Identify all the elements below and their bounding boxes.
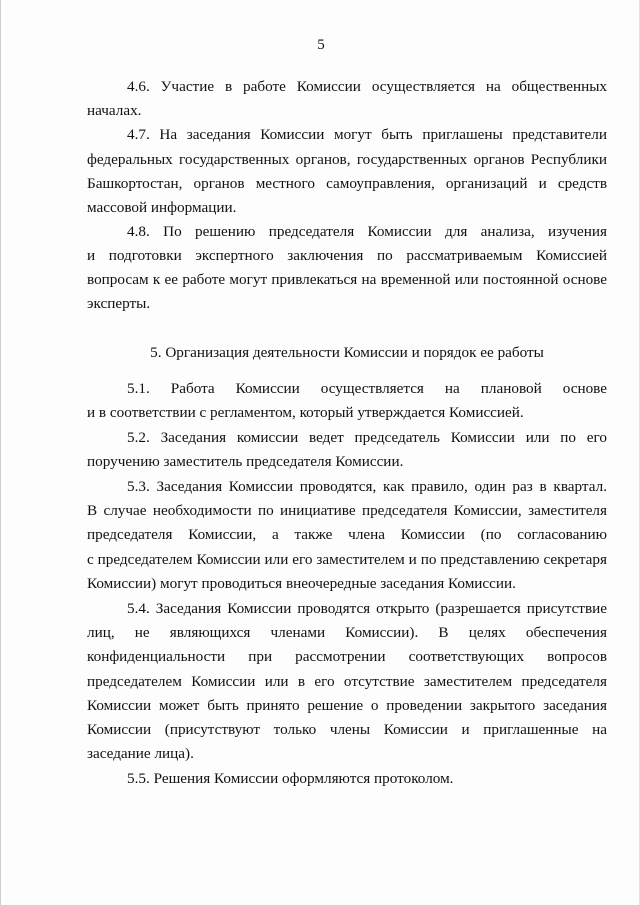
paragraph-line: председателем Комиссии или в его отсутствие заместителем председателя — [87, 673, 607, 690]
paragraph-line: конфиденциальности при рассмотрении соответствующих вопросов — [87, 648, 607, 665]
paragraph-line: председателя Комиссии, а также члена Комиссии (по согласованию — [87, 526, 607, 543]
paragraph-line: и подготовки экспертного заключения по рассматриваемым Комиссией — [87, 247, 607, 264]
paragraph-line: Комиссии может быть принято решение о проведении закрытого заседания — [87, 697, 607, 714]
paragraph-line: В случае необходимости по инициативе председателя Комиссии, заместителя — [87, 502, 607, 519]
paragraph-line: 4.6. Участие в работе Комиссии осуществляется на общественных — [127, 78, 607, 95]
paragraph-line: Башкортостан, органов местного самоуправления, организаций и средств — [87, 175, 607, 192]
paragraph-line: федеральных государственных органов, государственных органов Республики — [87, 151, 607, 168]
paragraph-line: 5.4. Заседания Комиссии проводятся открыто (разрешается присутствие — [127, 600, 607, 617]
paragraph-line: началах. — [87, 102, 142, 119]
page-number: 5 — [317, 37, 325, 53]
paragraph-line: 5.1. Работа Комиссии осуществляется на плановой основе — [127, 380, 607, 397]
paragraph-line: и в соответствии с регламентом, который утверждается Комиссией. — [87, 404, 524, 421]
paragraph-line: 4.7. На заседания Комиссии могут быть приглашены представители — [127, 126, 607, 143]
paragraph-line: массовой информации. — [87, 199, 237, 216]
paragraph-line: 5.3. Заседания Комиссии проводятся, как правило, один раз в квартал. — [127, 478, 607, 495]
paragraph-line: 4.8. По решению председателя Комиссии для анализа, изучения — [127, 223, 607, 240]
paragraph-line: с председателем Комиссии или его заместителем и по представлению секретаря — [87, 551, 607, 568]
paragraph-line: лиц, не являющихся членами Комиссии). В целях обеспечения — [87, 624, 607, 641]
paragraph-line: Комиссии (присутствуют только члены Комиссии и приглашенные на — [87, 721, 607, 738]
paragraph-line: вопросам к ее работе могут привлекаться на временной или постоянной основе — [87, 271, 607, 288]
paragraph-line: заседание лица). — [87, 745, 194, 762]
section-heading: 5. Организация деятельности Комиссии и порядок ее работы — [150, 344, 544, 361]
paragraph-line: 5.2. Заседания комиссии ведет председатель Комиссии или по его — [127, 429, 607, 446]
paragraph-line: эксперты. — [87, 295, 151, 312]
paragraph-line: 5.5. Решения Комиссии оформляются протоколом. — [127, 770, 454, 787]
paragraph-line: Комиссии) могут проводиться внеочередные заседания Комиссии. — [87, 575, 516, 592]
paragraph-line: поручению заместитель председателя Комиссии. — [87, 453, 404, 470]
